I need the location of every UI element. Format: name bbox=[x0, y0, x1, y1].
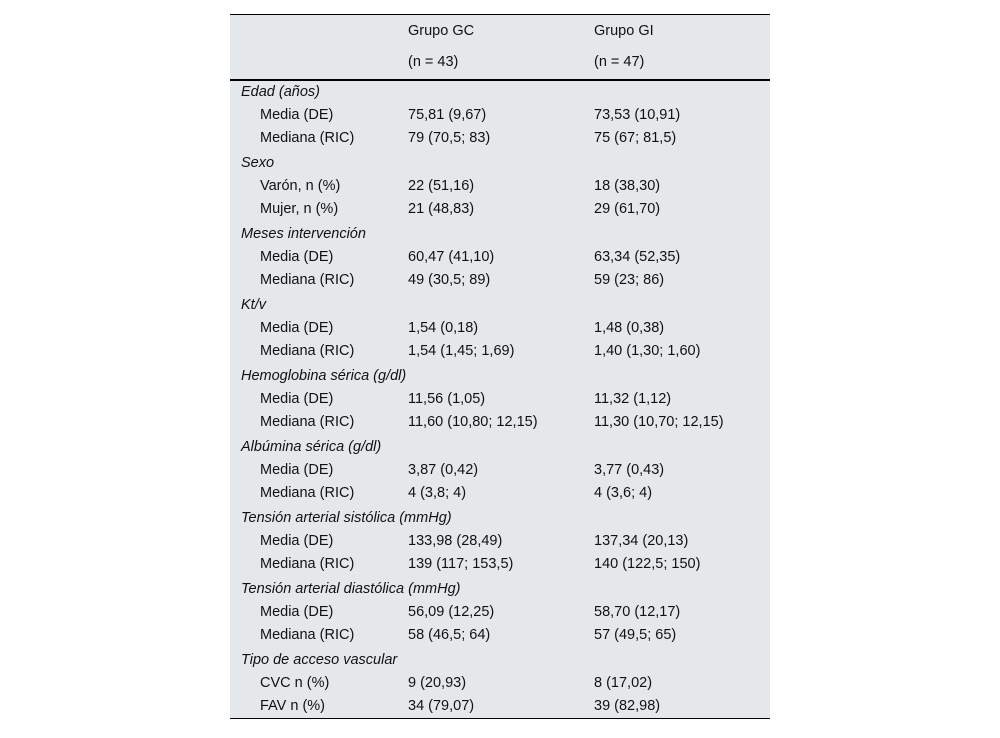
section-title: Kt/v bbox=[241, 297, 266, 313]
table-row bbox=[230, 269, 770, 292]
section-title: Albúmina sérica (g/dl) bbox=[241, 439, 382, 455]
cell-grupo-gi: 4 (3,6; 4) bbox=[594, 485, 653, 501]
cell-grupo-gc: 133,98 (28,49) bbox=[408, 533, 503, 549]
table-row bbox=[230, 175, 770, 198]
table-row bbox=[230, 695, 770, 718]
row-label: Media (DE) bbox=[260, 604, 334, 620]
cell-grupo-gc: 34 (79,07) bbox=[408, 698, 475, 714]
header-col1-title: Grupo GC bbox=[408, 23, 475, 39]
cell-grupo-gc: 1,54 (1,45; 1,69) bbox=[408, 343, 515, 359]
row-label: Mediana (RIC) bbox=[260, 414, 355, 430]
table-row bbox=[230, 601, 770, 624]
section-title: Tensión arterial diastólica (mmHg) bbox=[241, 581, 461, 597]
cell-grupo-gc: 11,60 (10,80; 12,15) bbox=[408, 414, 538, 430]
cell-grupo-gi: 59 (23; 86) bbox=[594, 272, 665, 288]
cell-grupo-gi: 3,77 (0,43) bbox=[594, 462, 665, 478]
cell-grupo-gi: 11,30 (10,70; 12,15) bbox=[594, 414, 724, 430]
cell-grupo-gc: 139 (117; 153,5) bbox=[408, 556, 514, 572]
row-label: Varón, n (%) bbox=[260, 178, 341, 194]
cell-grupo-gi: 18 (38,30) bbox=[594, 178, 661, 194]
table-row bbox=[230, 459, 770, 482]
row-label: Media (DE) bbox=[260, 533, 334, 549]
row-label: Media (DE) bbox=[260, 320, 334, 336]
header-col1-n: (n = 43) bbox=[408, 54, 459, 70]
section-title: Tipo de acceso vascular bbox=[241, 652, 398, 668]
cell-grupo-gi: 39 (82,98) bbox=[594, 698, 661, 714]
row-label: Media (DE) bbox=[260, 249, 334, 265]
table-row bbox=[230, 553, 770, 576]
table-row bbox=[230, 624, 770, 647]
row-label: Mediana (RIC) bbox=[260, 627, 355, 643]
table-row bbox=[230, 127, 770, 150]
cell-grupo-gi: 75 (67; 81,5) bbox=[594, 130, 677, 146]
row-label: CVC n (%) bbox=[260, 675, 330, 691]
cell-grupo-gi: 29 (61,70) bbox=[594, 201, 661, 217]
section-title: Hemoglobina sérica (g/dl) bbox=[241, 368, 407, 384]
row-label: Mediana (RIC) bbox=[260, 272, 355, 288]
header-col2-n: (n = 47) bbox=[594, 54, 645, 70]
section-title: Meses intervención bbox=[241, 226, 366, 242]
header-col2-title: Grupo GI bbox=[594, 23, 654, 39]
cell-grupo-gc: 60,47 (41,10) bbox=[408, 249, 495, 265]
cell-grupo-gc: 58 (46,5; 64) bbox=[408, 627, 491, 643]
row-label: Mediana (RIC) bbox=[260, 130, 355, 146]
table-row bbox=[230, 482, 770, 505]
table-row bbox=[230, 672, 770, 695]
cell-grupo-gi: 140 (122,5; 150) bbox=[594, 556, 701, 572]
cell-grupo-gc: 21 (48,83) bbox=[408, 201, 475, 217]
table-row bbox=[230, 530, 770, 553]
table-row bbox=[230, 317, 770, 340]
cell-grupo-gi: 11,32 (1,12) bbox=[594, 391, 672, 407]
row-label: Mediana (RIC) bbox=[260, 556, 355, 572]
cell-grupo-gc: 1,54 (0,18) bbox=[408, 320, 479, 336]
table-row bbox=[230, 340, 770, 363]
cell-grupo-gi: 63,34 (52,35) bbox=[594, 249, 681, 265]
cell-grupo-gi: 1,40 (1,30; 1,60) bbox=[594, 343, 701, 359]
section-title: Sexo bbox=[241, 155, 275, 171]
row-label: Media (DE) bbox=[260, 462, 334, 478]
cell-grupo-gc: 56,09 (12,25) bbox=[408, 604, 495, 620]
table-body bbox=[230, 81, 770, 718]
table-row bbox=[230, 388, 770, 411]
cell-grupo-gc: 49 (30,5; 89) bbox=[408, 272, 491, 288]
section-title: Edad (años) bbox=[241, 84, 320, 100]
cell-grupo-gi: 73,53 (10,91) bbox=[594, 107, 681, 123]
table-row bbox=[230, 198, 770, 221]
cell-grupo-gi: 58,70 (12,17) bbox=[594, 604, 681, 620]
cell-grupo-gc: 9 (20,93) bbox=[408, 675, 467, 691]
table-row bbox=[230, 104, 770, 127]
row-label: FAV n (%) bbox=[260, 698, 325, 714]
cell-grupo-gc: 11,56 (1,05) bbox=[408, 391, 486, 407]
row-label: Media (DE) bbox=[260, 391, 334, 407]
table-header bbox=[230, 15, 770, 81]
cell-grupo-gi: 57 (49,5; 65) bbox=[594, 627, 677, 643]
cell-grupo-gc: 75,81 (9,67) bbox=[408, 107, 487, 123]
cell-grupo-gi: 137,34 (20,13) bbox=[594, 533, 689, 549]
row-label: Mediana (RIC) bbox=[260, 343, 355, 359]
cell-grupo-gi: 1,48 (0,38) bbox=[594, 320, 665, 336]
cell-grupo-gc: 79 (70,5; 83) bbox=[408, 130, 491, 146]
cell-grupo-gi: 8 (17,02) bbox=[594, 675, 653, 691]
row-label: Mediana (RIC) bbox=[260, 485, 355, 501]
cell-grupo-gc: 22 (51,16) bbox=[408, 178, 475, 194]
row-label: Media (DE) bbox=[260, 107, 334, 123]
row-label: Mujer, n (%) bbox=[260, 201, 339, 217]
data-table bbox=[230, 14, 770, 719]
table-row bbox=[230, 411, 770, 434]
table-row bbox=[230, 246, 770, 269]
section-title: Tensión arterial sistólica (mmHg) bbox=[241, 510, 452, 526]
cell-grupo-gc: 4 (3,8; 4) bbox=[408, 485, 467, 501]
cell-grupo-gc: 3,87 (0,42) bbox=[408, 462, 479, 478]
